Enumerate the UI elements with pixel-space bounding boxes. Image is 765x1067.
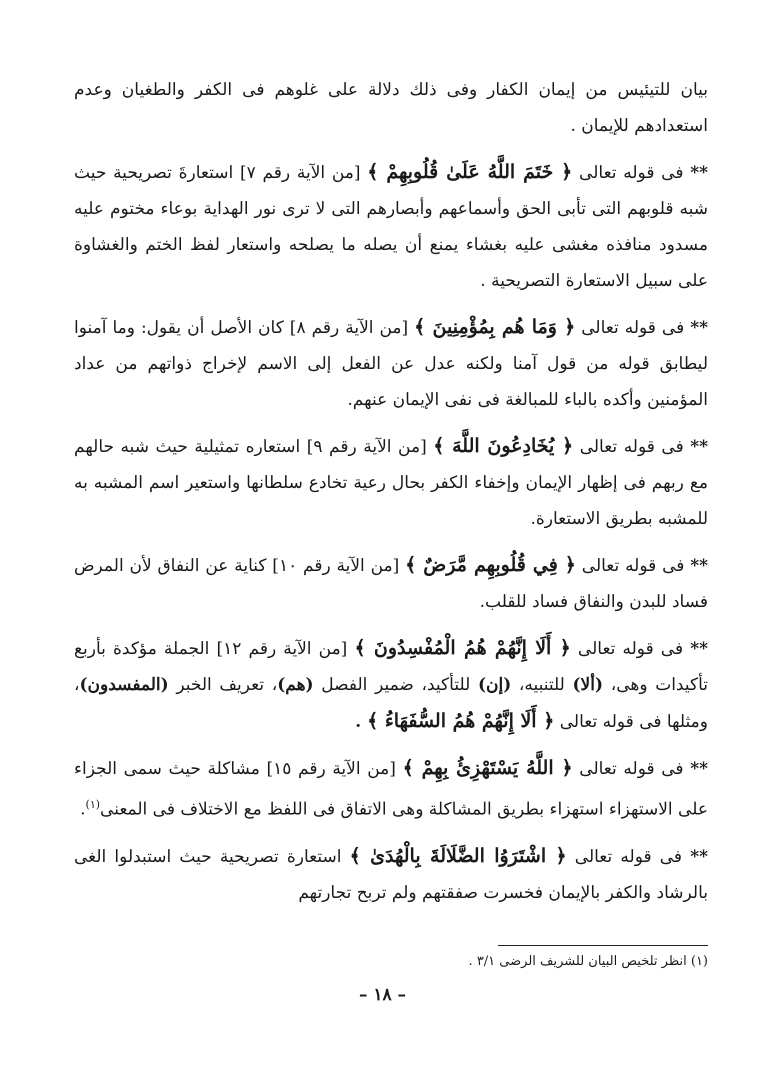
emphasis-ala: (ألا) xyxy=(572,675,604,695)
quran-verse: ﴿ يُخَادِعُونَ اللَّهَ ﴾ xyxy=(433,435,574,457)
paragraph-text: بيان للتيئيس من إيمان الكفار وفى ذلك دلالة على غلوهم فى الكفر والطغيان وعدم استعدادهم للإيمان . xyxy=(74,80,708,136)
star-marker: ** xyxy=(690,759,708,779)
quran-verse: ﴿ اللَّهُ يَسْتَهْزِئُ بِهِمْ ﴾ xyxy=(402,757,573,779)
paragraph-intro xyxy=(74,72,708,144)
lead-text: فى قوله تعالى xyxy=(579,163,684,183)
lead-text: فى قوله تعالى xyxy=(581,556,685,576)
page-number: – ١٨ – xyxy=(358,985,407,1005)
footnote: (١) انظر تلخيص البيان للشريف الرضى ٣/١ . xyxy=(468,954,708,969)
quran-verse: ﴿ فِي قُلُوبِهِم مَّرَضٌ ﴾ xyxy=(405,554,576,576)
commentary-text: ، تعريف الخبر xyxy=(168,675,278,695)
paragraph-verse-12 xyxy=(74,630,708,740)
commentary-text: [من الآية رقم ١٠] كناية عن النفاق لأن المرض فساد للبدن والنفاق فساد للقلب. xyxy=(74,556,708,612)
paragraph-verse-8 xyxy=(74,309,708,418)
lead-text: فى قوله تعالى xyxy=(574,846,683,867)
star-marker: ** xyxy=(690,318,708,338)
quran-verse: ﴿ وَمَا هُم بِمُؤْمِنِينَ ﴾ xyxy=(414,316,576,338)
commentary-text: استعارة تصريحية حيث استبدلوا الغى بالرشاد والكفر بالإيمان فخسرت صفقتهم ولم تربح تجارتهم xyxy=(74,846,708,903)
paragraph-verse-10 xyxy=(74,547,708,620)
commentary-text: [من الآية رقم ٧] استعارةَ تصريحية حيث شبه قلوبهم التى تأبى الحق وأسماعهم وأبصارهم التى لا ترى نور الهداية بوعاء مختوم عليه مسدود منافذه مغشى عليه بغشاء يمنع أن يصله ما يصلحه واستعار لفظ الختم والغشاوة على سبيل الاستعارة التصريحية . xyxy=(74,163,708,291)
sentence-end: . xyxy=(355,712,368,732)
lead-text: فى قوله تعالى xyxy=(579,437,684,457)
commentary-text: للتأكيد، ضمير الفصل xyxy=(313,675,478,695)
star-marker: ** xyxy=(690,639,709,659)
commentary-text: [من الآية رقم ٩] استعاره تمثيلية حيث شبه حالهم مع ربهم فى إظهار الإيمان وإخفاء الكفر بحال رعية تخادع سلطانها واستعير اسم المشبه به للمشبه بطريق الاستعارة. xyxy=(74,437,708,529)
star-marker: ** xyxy=(690,846,709,867)
star-marker: ** xyxy=(690,556,708,576)
sentence-end: . xyxy=(80,799,86,820)
commentary-text: [من الآية رقم ١٥] مشاكلة حيث سمى الجزاء على الاستهزاء استهزاء بطريق المشاكلة وهى الاتفاق فى اللفظ مع الاختلاف فى المعنى xyxy=(74,759,708,820)
emphasis-inna: (إن) xyxy=(477,675,512,695)
footnote-divider xyxy=(498,945,708,946)
lead-text: فى قوله تعالى xyxy=(577,639,684,659)
emphasis-mufsidun: (المفسدون) xyxy=(79,675,169,695)
paragraph-verse-16 xyxy=(74,838,708,911)
commentary-text: [من الآية رقم ٨] كان الأصل أن يقول: وما آمنوا ليطابق قوله من قول آمنا ولكنه عدل عن الفعل إلى الاسم لإخراج ذواتهم من عداد المؤمنين وأكده بالباء للمبالغة فى نفى الإيمان عنهم. xyxy=(74,318,708,410)
quran-verse: ﴿ خَتَمَ اللَّهُ عَلَىٰ قُلُوبِهِمْ ﴾ xyxy=(367,161,573,183)
commentary-text: للتنبيه، xyxy=(511,675,573,695)
emphasis-hum: (هم) xyxy=(277,675,314,695)
paragraph-verse-7 xyxy=(74,154,708,299)
quran-verse: ﴿ أَلَا إِنَّهُمْ هُمُ الْمُفْسِدُونَ ﴾ xyxy=(354,637,571,659)
quran-verse-secondary: ﴿ أَلَا إِنَّهُمْ هُمُ السُّفَهَاءُ ﴾ xyxy=(367,710,555,732)
commentary-text: [من الآية رقم ١٢] الجملة مؤكدة بأربع تأكيدات وهى، xyxy=(74,639,708,695)
lead-text: فى قوله تعالى xyxy=(579,759,684,779)
star-marker: ** xyxy=(690,437,709,457)
star-marker: ** xyxy=(690,163,709,183)
lead-text: فى قوله تعالى xyxy=(581,318,685,338)
commentary-text: ، ومثلها فى قوله تعالى xyxy=(74,675,708,732)
paragraph-verse-9 xyxy=(74,428,708,537)
paragraph-verse-15 xyxy=(74,750,708,828)
main-text xyxy=(74,72,708,921)
footnote-reference[interactable]: (١) xyxy=(85,798,101,811)
quran-verse: ﴿ اشْتَرَوُا الضَّلَالَةَ بِالْهُدَىٰ ﴾ xyxy=(349,844,567,867)
